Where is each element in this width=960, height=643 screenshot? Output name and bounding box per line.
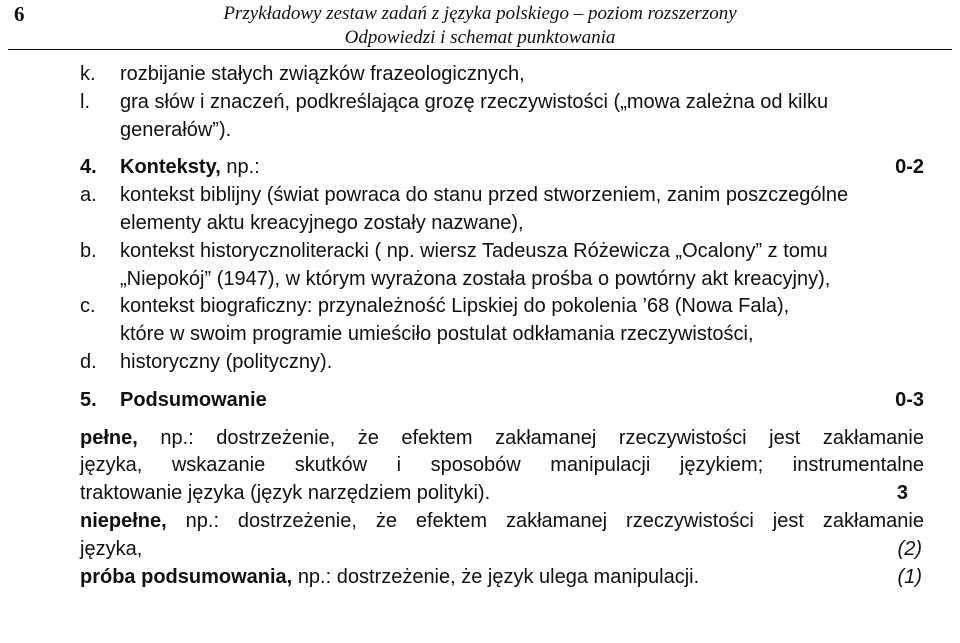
list-item-b	[80, 238, 924, 294]
list-text: rozbijanie stałych związków frazeologicznych,	[120, 63, 525, 85]
list-label: d.	[80, 350, 97, 373]
full-answer-line-1: pełne, np.: dostrzeżenie, że efektem zakłamanej rzeczywistości jest zakłamanie	[80, 426, 924, 449]
section-4-heading	[80, 154, 924, 182]
list-item-c	[80, 293, 924, 349]
section-number: 5.	[80, 388, 97, 411]
section-number: 4.	[80, 156, 97, 179]
section-5-heading	[80, 387, 924, 415]
section-title: Konteksty,	[120, 156, 221, 179]
list-item-d	[80, 349, 924, 377]
list-text-line: kontekst biblijny (świat powraca do stanu przed stworzeniem, zanim poszczególne	[120, 184, 849, 207]
list-label: l.	[80, 90, 90, 113]
partial-answer-score: (2)	[897, 537, 922, 560]
section-points: 0-2	[895, 156, 924, 179]
full-answer-score: 3	[896, 482, 908, 505]
list-label: c.	[80, 295, 96, 318]
header-title	[0, 2, 960, 50]
list-text-line: kontekst historycznoliteracki ( np. wiersz Tadeusza Różewicza „Ocalony” z tomu	[120, 239, 828, 262]
list-text-line: gra słów i znaczeń, podkreślająca grozę rzeczywistości („mowa zależna od kilku	[120, 90, 829, 113]
list-item-l	[80, 89, 924, 145]
document-body	[80, 61, 924, 591]
section-suffix: np.:	[226, 156, 260, 179]
section-points: 0-3	[895, 388, 924, 411]
list-text-line: historyczny (polityczny).	[120, 350, 333, 373]
list-text-line: elementy aktu kreacyjnego zostały nazwane),	[120, 211, 524, 234]
list-text-line: które w swoim programie umieściło postulat odkłamania rzeczywistości,	[120, 323, 754, 346]
partial-answer-line-1: niepełne, np.: dostrzeżenie, że efektem zakłamanej rzeczywistości jest zakłamanie	[80, 509, 924, 532]
section-title: Podsumowanie	[120, 388, 267, 411]
attempt-answer-line: próba podsumowania, np.: dostrzeżenie, że język ulega manipulacji. (1)	[80, 564, 924, 592]
list-item-k	[80, 61, 924, 89]
full-answer-line-2: języka, wskazanie skutków i sposobów manipulacji językiem; instrumentalne	[80, 454, 924, 477]
partial-answer-label: niepełne,	[80, 509, 167, 532]
header-divider	[8, 49, 952, 50]
list-item-a	[80, 182, 924, 238]
attempt-answer-score: (1)	[897, 565, 922, 588]
list-label: k.	[80, 63, 96, 85]
list-label: b.	[80, 239, 97, 262]
partial-answer-line-2: języka, (2)	[80, 536, 924, 564]
list-text-line: „Niepokój” (1947), w którym wyrażona została prośba o powtórny akt kreacyjny),	[120, 267, 831, 290]
list-text-line: kontekst biograficzny: przynależność Lipskiej do pokolenia ’68 (Nowa Fala),	[120, 295, 790, 318]
attempt-answer-label: próba podsumowania,	[80, 565, 293, 588]
list-text-line: generałów”).	[120, 118, 232, 141]
page-header	[0, 0, 960, 50]
header-line-2: Odpowiedzi i schemat punktowania	[344, 27, 616, 48]
header-line-1: Przykładowy zestaw zadań z języka polskiego – poziom rozszerzony	[223, 3, 737, 24]
full-answer-line-3: traktowanie języka (język narzędziem polityki). 3	[80, 480, 924, 508]
list-label: a.	[80, 184, 97, 207]
page-number: 6	[14, 2, 25, 26]
full-answer-label: pełne,	[80, 426, 138, 449]
